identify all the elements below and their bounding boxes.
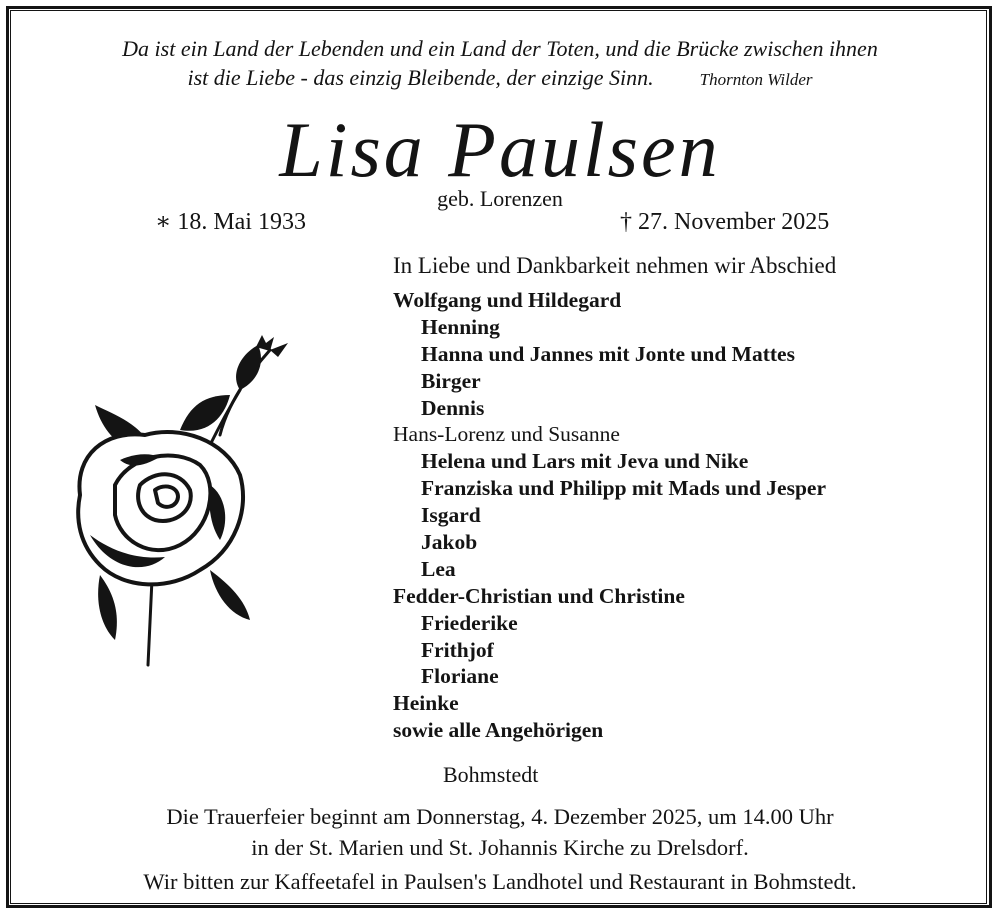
birth-date: ∗ 18. Mai 1933: [155, 209, 306, 235]
place-name: Bohmstedt: [443, 762, 539, 787]
mourner-entry: Friederike: [421, 610, 518, 635]
quote-author: Thornton Wilder: [699, 70, 813, 89]
service-line-1: Die Trauerfeier beginnt am Donnerstag, 4. Dezember 2025, um 14.00 Uhr: [166, 804, 834, 829]
farewell-intro: In Liebe und Dankbarkeit nehmen wir Abschied: [393, 253, 837, 278]
mourner-entry: Frithjof: [421, 637, 494, 662]
mourner-entry: Isgard: [421, 503, 481, 528]
mourner-entry: Jakob: [421, 530, 478, 555]
mourner-entry: Henning: [421, 314, 500, 339]
death-date: † 27. November 2025: [620, 209, 830, 235]
rose-icon: [60, 335, 300, 674]
mourners-list: [393, 287, 826, 744]
quote-text: ist die Liebe - das einzig Bleibende, der einzige Sinn.: [187, 65, 654, 90]
mourner-entry: Birger: [421, 368, 481, 393]
mourner-entry: Wolfgang und Hildegard: [393, 288, 622, 312]
mourner-entry: Franziska und Philipp mit Mads und Jesper: [421, 476, 827, 501]
mourner-entry: Floriane: [421, 664, 499, 689]
mourner-entry: sowie alle Angehörigen: [393, 718, 604, 743]
deceased-name: Lisa Paulsen: [279, 106, 721, 193]
maiden-name: geb. Lorenzen: [437, 186, 563, 211]
mourner-entry: Hans-Lorenz und Susanne: [393, 422, 620, 447]
mourner-entry: Fedder-Christian und Christine: [393, 583, 685, 608]
service-line-2: in der St. Marien und St. Johannis Kirche zu Drelsdorf.: [251, 835, 749, 860]
mourner-entry: Helena und Lars mit Jeva und Nike: [421, 449, 749, 474]
reception-line: Wir bitten zur Kaffeetafel in Paulsen's Landhotel und Restaurant in Bohmstedt.: [143, 869, 857, 894]
mourner-entry: Hanna und Jannes mit Jonte und Mattes: [421, 341, 795, 366]
mourner-entry: Lea: [421, 556, 456, 581]
mourner-entry: Dennis: [421, 395, 485, 420]
quote-line-1: Da ist ein Land der Lebenden und ein Land der Toten, und die Brücke zwischen ihnen: [122, 36, 878, 61]
mourner-entry: Heinke: [393, 691, 459, 716]
quote-line-2: [0, 63, 1000, 94]
